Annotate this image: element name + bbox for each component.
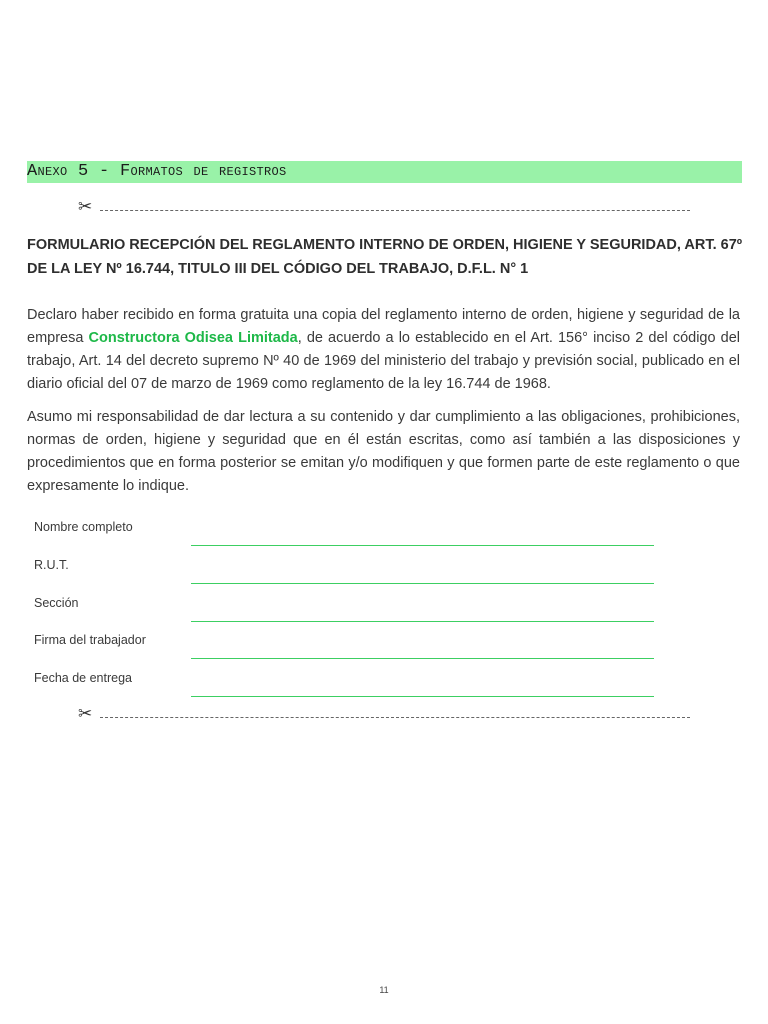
scissors-icon: ✂ xyxy=(78,197,93,217)
field-row-fecha xyxy=(34,670,654,700)
field-row-seccion xyxy=(34,595,654,625)
signature-line[interactable] xyxy=(191,658,654,659)
form-heading: FORMULARIO RECEPCIÓN DEL REGLAMENTO INTERNO DE ORDEN, HIGIENE Y SEGURIDAD, ART. 67º DE LA LEY Nº 16.744, TITULO III DEL CÓDIGO DEL TRABAJO, D.F.L. N° 1 xyxy=(27,237,743,277)
scissors-icon: ✂ xyxy=(78,704,93,724)
field-label: R.U.T. xyxy=(34,558,69,572)
cut-line-top xyxy=(78,197,690,218)
field-row-nombre xyxy=(34,519,654,549)
field-label: Nombre completo xyxy=(34,520,133,534)
declaration-text-start: Declaro haber recibido en forma gratuita una copia del reglamento interno de orden, higiene y seguridad de la empresa xyxy=(27,307,740,346)
field-row-rut xyxy=(34,557,654,587)
cut-line-bottom xyxy=(78,704,690,725)
dashed-cut-line xyxy=(100,717,690,718)
declaration-paragraph xyxy=(27,304,740,396)
field-label: Fecha de entrega xyxy=(34,671,132,685)
signature-line[interactable] xyxy=(191,621,654,622)
signature-line[interactable] xyxy=(191,583,654,584)
dashed-cut-line xyxy=(100,210,690,211)
responsibility-paragraph: Asumo mi responsabilidad de dar lectura a su contenido y dar cumplimiento a las obligaciones, prohibiciones, normas de orden, higiene y seguridad que en él están escritas, como así también a las disposiciones y procedimientos que en forma posterior se emitan y/o modifiquen y que formen parte de este reglamento o que expresamente lo indique. xyxy=(27,409,740,494)
field-label: Firma del trabajador xyxy=(34,633,146,647)
page-number: 11 xyxy=(379,985,389,995)
field-row-firma xyxy=(34,632,654,662)
signature-line[interactable] xyxy=(191,696,654,697)
declaration-text-end: , de acuerdo a lo establecido en el Art. 156° inciso 2 del código del trabajo, Art. 14 del decreto supremo Nº 40 de 1969 del ministerio del trabajo y previsión social, publicado en el diario oficial del 07 de marzo de 1969 como reglamento de la ley 16.744 de 1968. xyxy=(27,330,740,392)
company-name: Constructora Odisea Limitada xyxy=(88,330,298,346)
signature-line[interactable] xyxy=(191,545,654,546)
field-label: Sección xyxy=(34,596,79,610)
annex-title: Anexo 5 - Formatos de registros xyxy=(27,162,287,181)
annex-header-bar xyxy=(27,161,742,183)
